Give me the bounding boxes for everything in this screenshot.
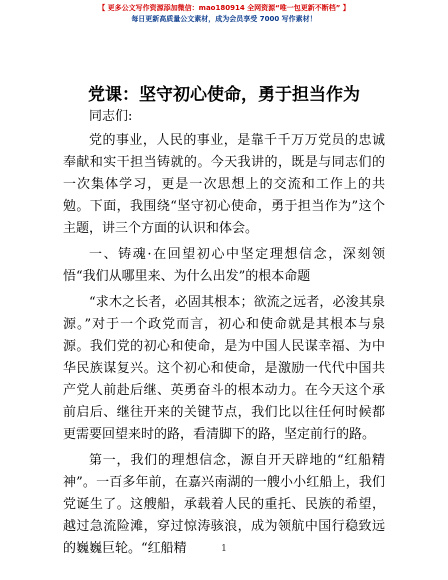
paragraph-first-point: 第一，我们的理想信念，源自开天辟地的“红船精神”。一百多年前，在嘉兴南湖的一艘小小红船上，我们党诞生了。这艘船，承载着人民的重托、民族的希望，越过急流险滩，穿过惊涛骇浪，成为领航中国行稳致远的巍巍巨轮。“红船精 xyxy=(63,453,385,556)
paragraph-intro: 党的事业，人民的事业，是靠千千万万党员的忠诚奉献和实干担当铸就的。今天我讲的，既是与同志们的一次集体学习，更是一次思想上的交流和工作上的共勉。下面，我围绕“坚守初心使命，勇于担当作为”这个主题，讲三个方面的认识和体会。 xyxy=(63,133,385,236)
promo-banner: 【 更多公文写作资源添加微信：mao180914 全网资源“唯一包更新不断档” 】 xyxy=(98,4,350,12)
document-body xyxy=(63,106,385,564)
salutation: 同志们: xyxy=(89,109,133,124)
promo-subtitle: 每日更新高质量公文素材，成为会员享受 7000 写作素材！ xyxy=(131,15,317,23)
page-number: 1 xyxy=(221,544,227,554)
paragraph-quote: “求木之长者，必固其根本；欲流之远者，必浚其泉源。”对于一个政党而言，初心和使命就是其根本与泉源。我们党的初心和使命，是为中国人民谋幸福、为中华民族谋复兴。这个初心和使命，是激励一代代中国共产党人前赴后继、英勇奋斗的根本动力。在今天这个承前启后、继往开来的关键节点，我们比以往任何时候都更需要回望来时的路，看清脚下的路，坚定前行的路。 xyxy=(63,295,385,442)
section-heading: 一、铸魂·在回望初心中坚定理想信念，深刻领悟“我们从哪里来、为什么出发”的根本命题 xyxy=(63,247,385,284)
document-title: 党课：坚守初心使命，勇于担当作为 xyxy=(88,85,360,105)
